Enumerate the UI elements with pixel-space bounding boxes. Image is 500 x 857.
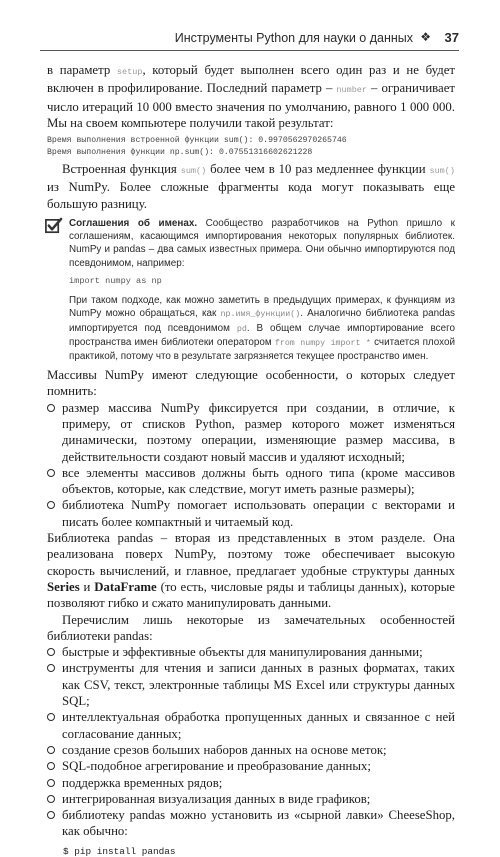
timing-output	[47, 135, 455, 159]
text: . Аналогично библиотека pandas импортируется под псевдонимом	[69, 308, 455, 334]
paragraph-timeit-params	[47, 62, 455, 131]
text: библиотеку pandas можно установить из «сырной лавки» CheeseShop, как обычно:	[62, 808, 455, 839]
output-line-1: Время выполнения встроенной функции sum(): 0.9970562970265746	[47, 136, 347, 146]
text: . В общем случае импортирование всего пространства имен библиотеки оператором	[69, 322, 455, 348]
text: При таком подходе, как можно заметить в предыдущих примерах, к функциям из NumPy можно обращаться, как	[69, 295, 455, 320]
text: Встроенная функция	[62, 162, 181, 177]
numpy-features-list	[47, 400, 455, 530]
pandas-features-intro: Перечислим лишь некоторые из замечательных особенностей библиотеки pandas:	[47, 612, 455, 643]
list-item	[47, 644, 455, 660]
page-body	[47, 62, 455, 857]
list-item	[47, 400, 455, 465]
text: все элементы массивов должны быть одного типа (кроме массивов объектов, которые, как следствие, могут иметь разные размеры);	[62, 465, 455, 497]
running-header	[40, 28, 459, 51]
header-title: Инструменты Python для науки о данных	[174, 31, 413, 45]
diamond-icon: ❖	[420, 30, 431, 44]
checkbox-check-icon	[44, 217, 63, 236]
output-line-2: Время выполнения функции np.sum(): 0.07551316602621228	[47, 148, 313, 158]
text: инструменты для чтения и записи данных в разных форматах, таких как CSV, текст, электронные таблицы MS Excel или структуры данных SQL;	[62, 661, 455, 709]
text: быстрые и эффективные объекты для манипулирования данными;	[62, 645, 423, 660]
list-item	[47, 775, 455, 791]
inline-code: np.имя_функции()	[220, 310, 301, 320]
bullet-icon	[47, 779, 55, 787]
text: более чем в 10 раз медленнее функции	[206, 162, 430, 177]
bullet-icon	[47, 469, 55, 477]
text: – ограничивает число итераций 10 000 вместо значения по умолчанию, равного 1 000 000. Мы на своем компьютере получили такой результат:	[47, 81, 455, 130]
text: размер массива NumPy фиксируется при создании, в отличие, к примеру, от списков Python, размер которого может изменяться динамически, поэтому операции, изменяющие размер массива, в действительности создают новый массив и удаляют исходный;	[62, 400, 455, 464]
text: из NumPy. Более сложные фрагменты кода могут показывать еще большую разницу.	[47, 180, 455, 211]
list-item	[47, 497, 455, 530]
inline-code: from numpy import *	[274, 338, 371, 348]
inline-code-sum: sum()	[429, 166, 455, 177]
list-item	[47, 791, 455, 807]
numpy-features-intro: Массивы NumPy имеют следующие особенности, о которых следует помнить:	[47, 368, 455, 399]
inline-code-number: number	[336, 85, 367, 96]
inline-code: pd	[236, 324, 247, 334]
list-item	[47, 758, 455, 774]
paragraph-pandas	[47, 530, 455, 611]
text: Библиотека pandas – вторая из представленных в этом разделе. Она реализована поверх NumPy, поэтому тоже обеспечивает высокую скорость вычислений, и главное, предлагает удобные структуры данных	[47, 531, 455, 578]
text: интеллектуальная обработка пропущенных данных и связанное с ней согласование данных;	[62, 710, 455, 741]
bullet-icon	[47, 762, 55, 770]
install-command: $ pip install pandas	[63, 845, 176, 857]
text: интегрированная визуализация данных в виде графиков;	[62, 791, 371, 806]
inline-code-setup: setup	[116, 67, 143, 77]
note-paragraph-1	[69, 217, 455, 270]
page-number: 37	[444, 30, 459, 45]
bullet-icon	[47, 664, 55, 672]
note-code-import: import numpy as np	[69, 275, 162, 286]
paragraph-sum-comparison	[47, 161, 455, 212]
list-item	[47, 709, 455, 742]
pandas-features-list	[47, 644, 455, 840]
list-item	[47, 742, 455, 758]
text: (то есть, числовые ряды и таблицы данных), которые позволяют гибко и сжато манипулировать данными.	[47, 579, 455, 611]
bullet-icon	[47, 713, 55, 721]
note-heading: Соглашения об именах.	[69, 218, 198, 230]
text: SQL-подобное агрегирование и преобразование данных;	[62, 759, 371, 774]
text: создание срезов больших наборов данных на основе меток;	[62, 742, 387, 757]
list-item	[47, 807, 455, 840]
naming-conventions-note	[47, 217, 455, 363]
text: и	[79, 579, 95, 594]
bullet-icon	[47, 501, 55, 509]
bullet-icon	[47, 746, 55, 754]
text: Сообщество разработчиков на Python пришло к соглашениям, касающимся импортирования некоторых популярных библиотек. NumPy и pandas – два самых известных примера. Они обычно импортируются под псевдонимом, например:	[69, 218, 455, 269]
list-item	[47, 465, 455, 498]
bullet-icon	[47, 404, 55, 412]
note-paragraph-2	[69, 294, 455, 363]
text: , который будет выполнен всего один раз и не будет включен в профилирование. Последний параметр –	[47, 63, 455, 96]
bullet-icon	[47, 648, 55, 656]
term-series: Series	[47, 579, 80, 594]
term-dataframe: DataFrame	[94, 579, 157, 594]
bullet-icon	[47, 795, 55, 803]
text: поддержка временных рядов;	[62, 775, 223, 790]
bullet-icon	[47, 811, 55, 819]
text: в параметр	[47, 63, 117, 77]
text: библиотека NumPy помогает использовать операции с векторами и писать более компактный и читаемый код.	[62, 498, 455, 529]
text: считается плохой практикой, потому что в результате загрязняется текущее пространство имен.	[69, 336, 455, 362]
inline-code-sum: sum()	[180, 166, 207, 177]
list-item	[47, 660, 455, 709]
